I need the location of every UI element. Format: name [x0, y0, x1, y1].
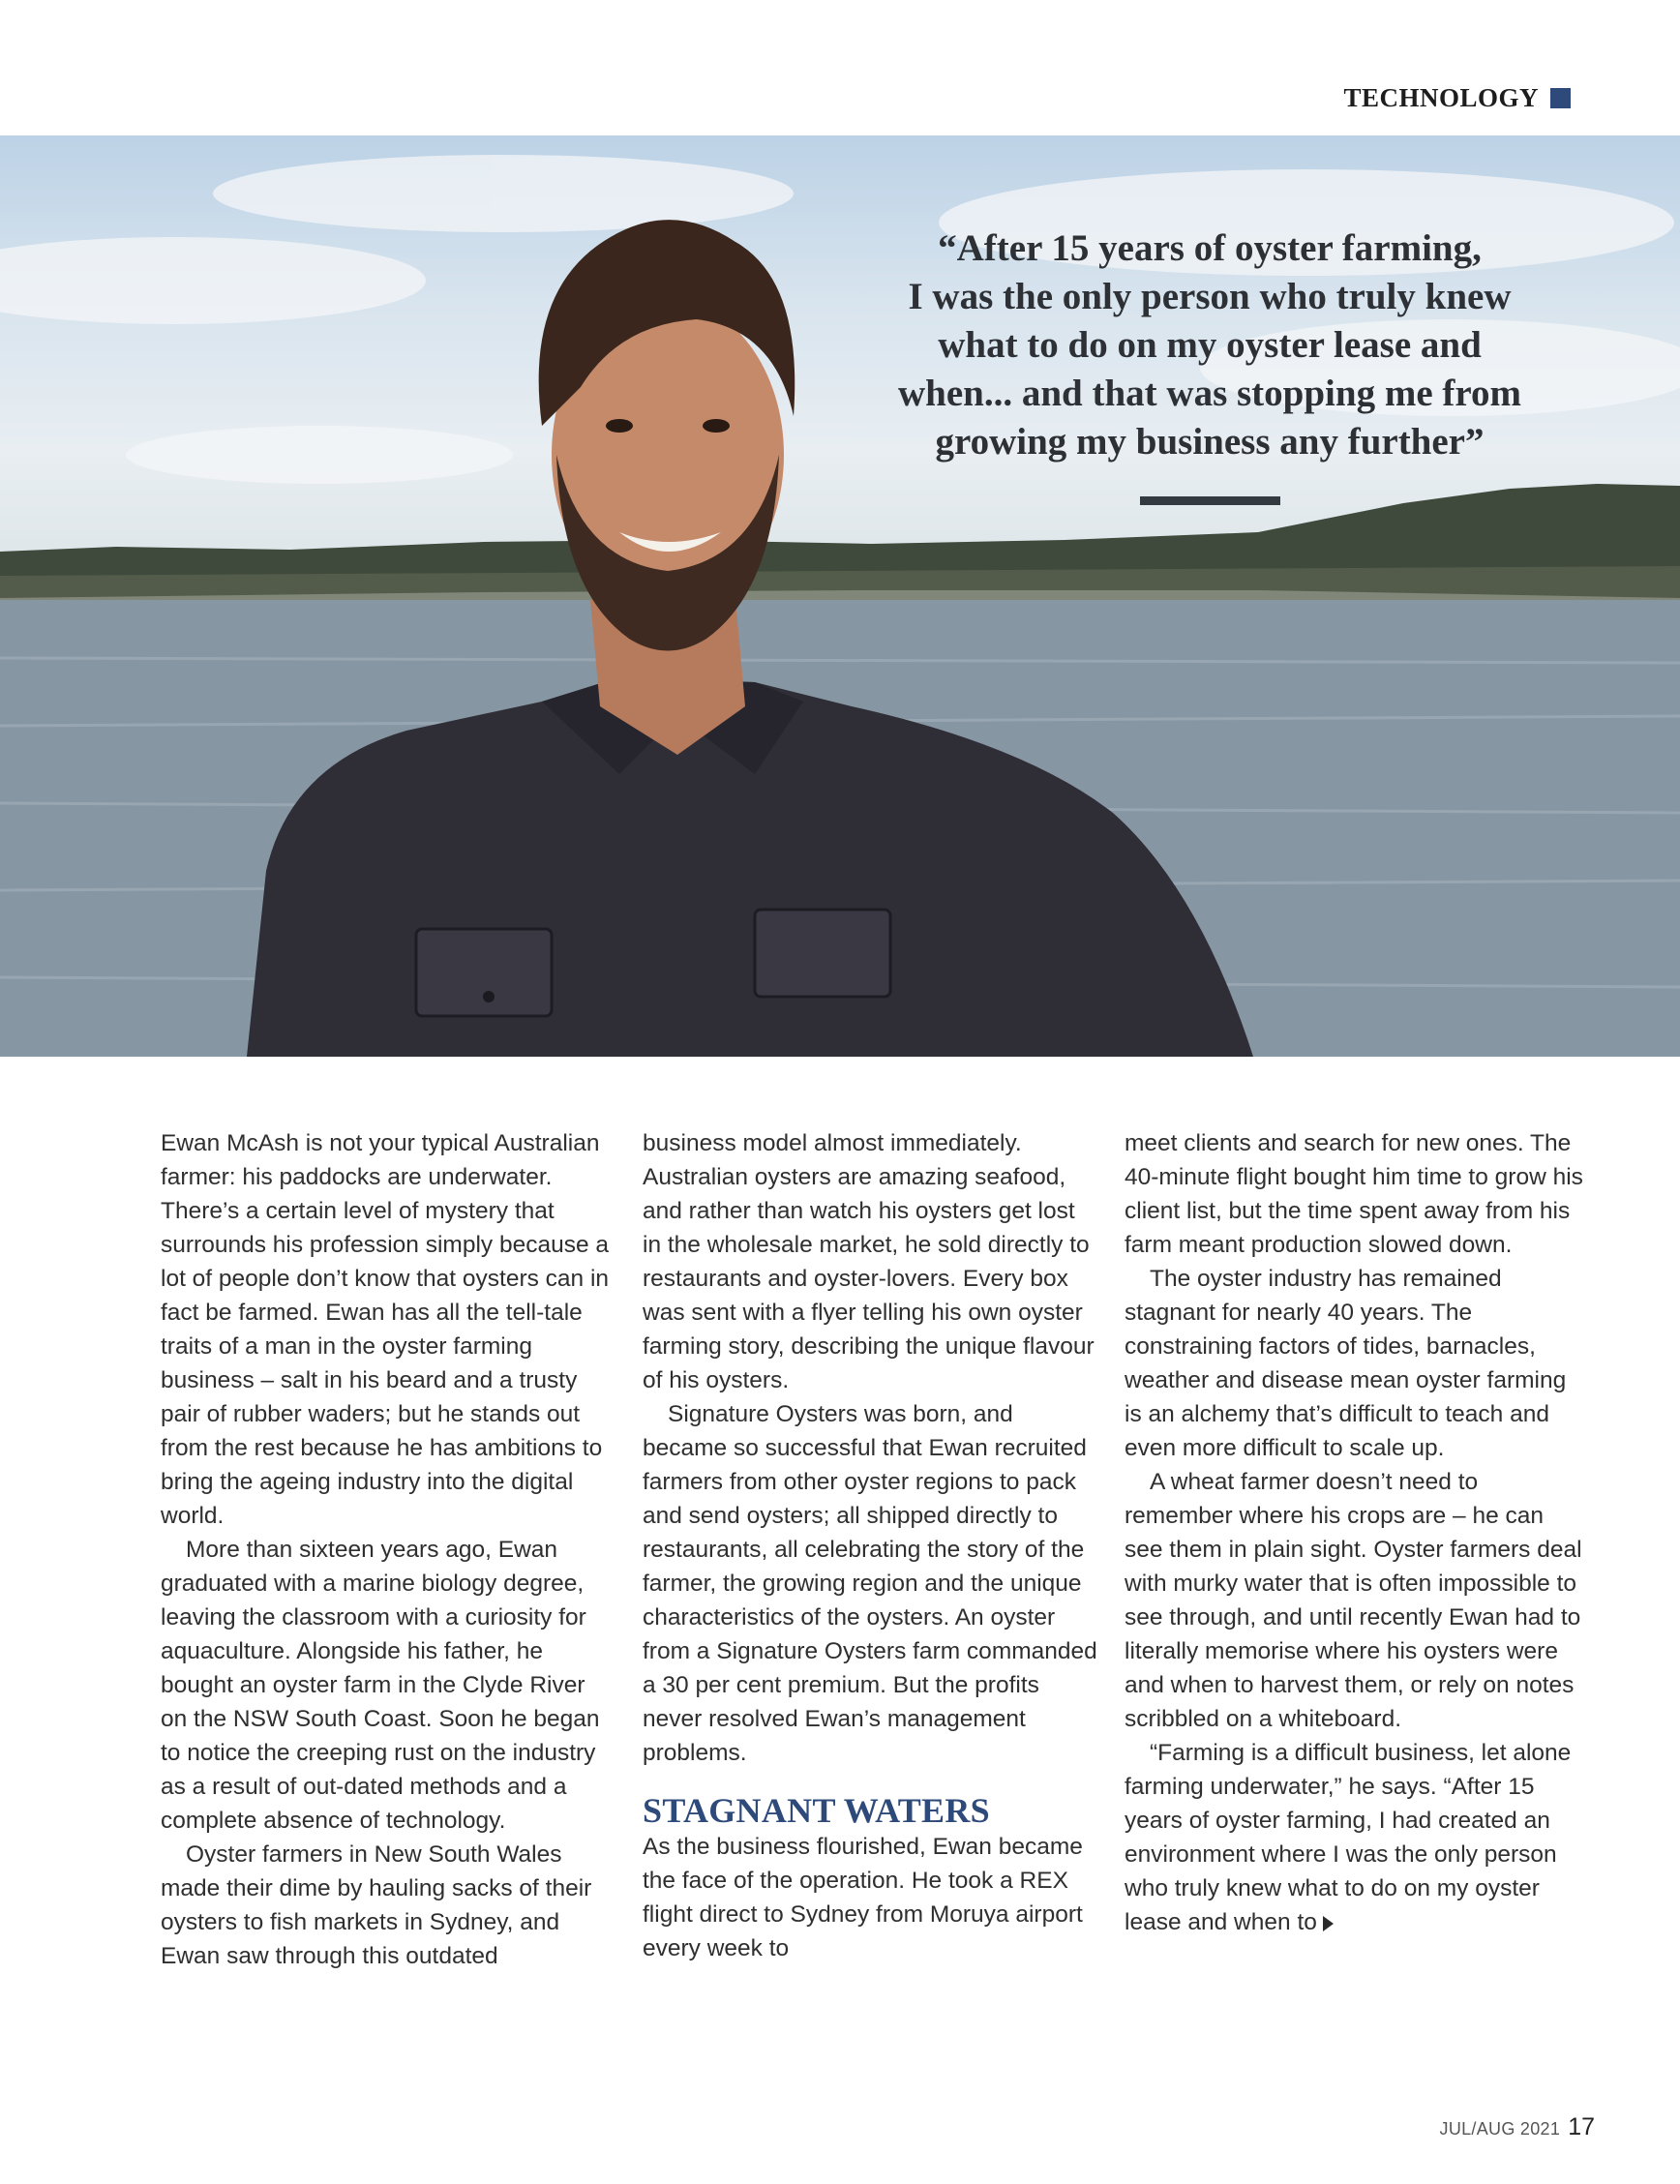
paragraph: The oyster industry has remained stagnant for nearly 40 years. The constraining factors of tides, barnacles, weather and disease mean oyster farming is an alchemy that’s difficult to teach and even more difficult to scale up. [1125, 1266, 1567, 1461]
issue-date: JUL/AUG 2021 [1439, 2119, 1561, 2139]
article-column-1 [161, 1126, 615, 1973]
section-square-marker [1550, 88, 1571, 108]
page-number: 17 [1568, 2113, 1595, 2140]
paragraph: As the business flourished, Ewan became the face of the operation. He took a REX flight direct to Sydney from Moruya airport every week to [643, 1834, 1083, 1961]
paragraph: meet clients and search for new ones. The 40-minute flight bought him time to grow his client list, but the time spent away from his farm meant production slowed down. [1125, 1130, 1583, 1258]
paragraph: business model almost immediately. Australian oysters are amazing seafood, and rather than watch his oysters get lost in the wholesale market, he sold directly to restaurants and oyster-lovers. Every box was sent with a flyer telling his own oyster farming story, describing the unique flavour of his oysters. [643, 1130, 1095, 1393]
pull-quote-rule [1140, 496, 1280, 505]
paragraph: Ewan McAsh is not your typical Australian farmer: his paddocks are underwater. There’s a certain level of mystery that surrounds his profession simply because a lot of people don’t know that oysters can in fact be farmed. Ewan has all the tell-tale traits of a man in the oyster farming business – salt in his beard and a trusty pair of rubber waders; but he stands out from the rest because he has ambitions to bring the ageing industry into the digital world. [161, 1130, 610, 1529]
section-tag [1343, 83, 1571, 113]
section-subheading: STAGNANT WATERS [643, 1791, 990, 1830]
paragraph: Oyster farmers in New South Wales made their dime by hauling sacks of their oysters to fish markets in Sydney, and Ewan saw through this outdated [161, 1841, 592, 1969]
section-label: TECHNOLOGY [1343, 83, 1539, 112]
paragraph: More than sixteen years ago, Ewan graduated with a marine biology degree, leaving the classroom with a curiosity for aquaculture. Alongside his father, he bought an oyster farm in the Clyde River on the NSW South Coast. Soon he began to notice the creeping rust on the industry as a result of out-dated methods and a complete absence of technology. [161, 1537, 600, 1834]
paragraph: A wheat farmer doesn’t need to remember where his crops are – he can see them in plain sight. Oyster farmers deal with murky water that is often impossible to see through, and until recently Ewan had to literally memorise where his oysters were and when to harvest them, or rely on notes scribbled on a whiteboard. [1125, 1469, 1582, 1732]
paragraph-last [1125, 1736, 1584, 1939]
paragraph-text: “Farming is a difficult business, let alone farming underwater,” he says. “After 15 years of oyster farming, I had created an environment where I was the only person who truly knew what to do on my oyster lease and when to [1125, 1740, 1572, 1935]
continue-arrow-icon [1323, 1916, 1334, 1931]
article-column-3 [1125, 1126, 1584, 1939]
paragraph: Signature Oysters was born, and became so successful that Ewan recruited farmers from other oyster regions to pack and send oysters; all shipped directly to restaurants, all celebrating the story of the farmer, the growing region and the unique characteristics of the oysters. An oyster from a Signature Oysters farm commanded a 30 per cent premium. But the profits never resolved Ewan’s management problems. [643, 1401, 1097, 1766]
article-column-2 [643, 1126, 1097, 1965]
pull-quote: “After 15 years of oyster farming, I was the only person who truly knew what to do on my oyster lease and when... and that was stopping me from growing my business any further” [898, 227, 1521, 463]
page-folio [1440, 2113, 1595, 2141]
